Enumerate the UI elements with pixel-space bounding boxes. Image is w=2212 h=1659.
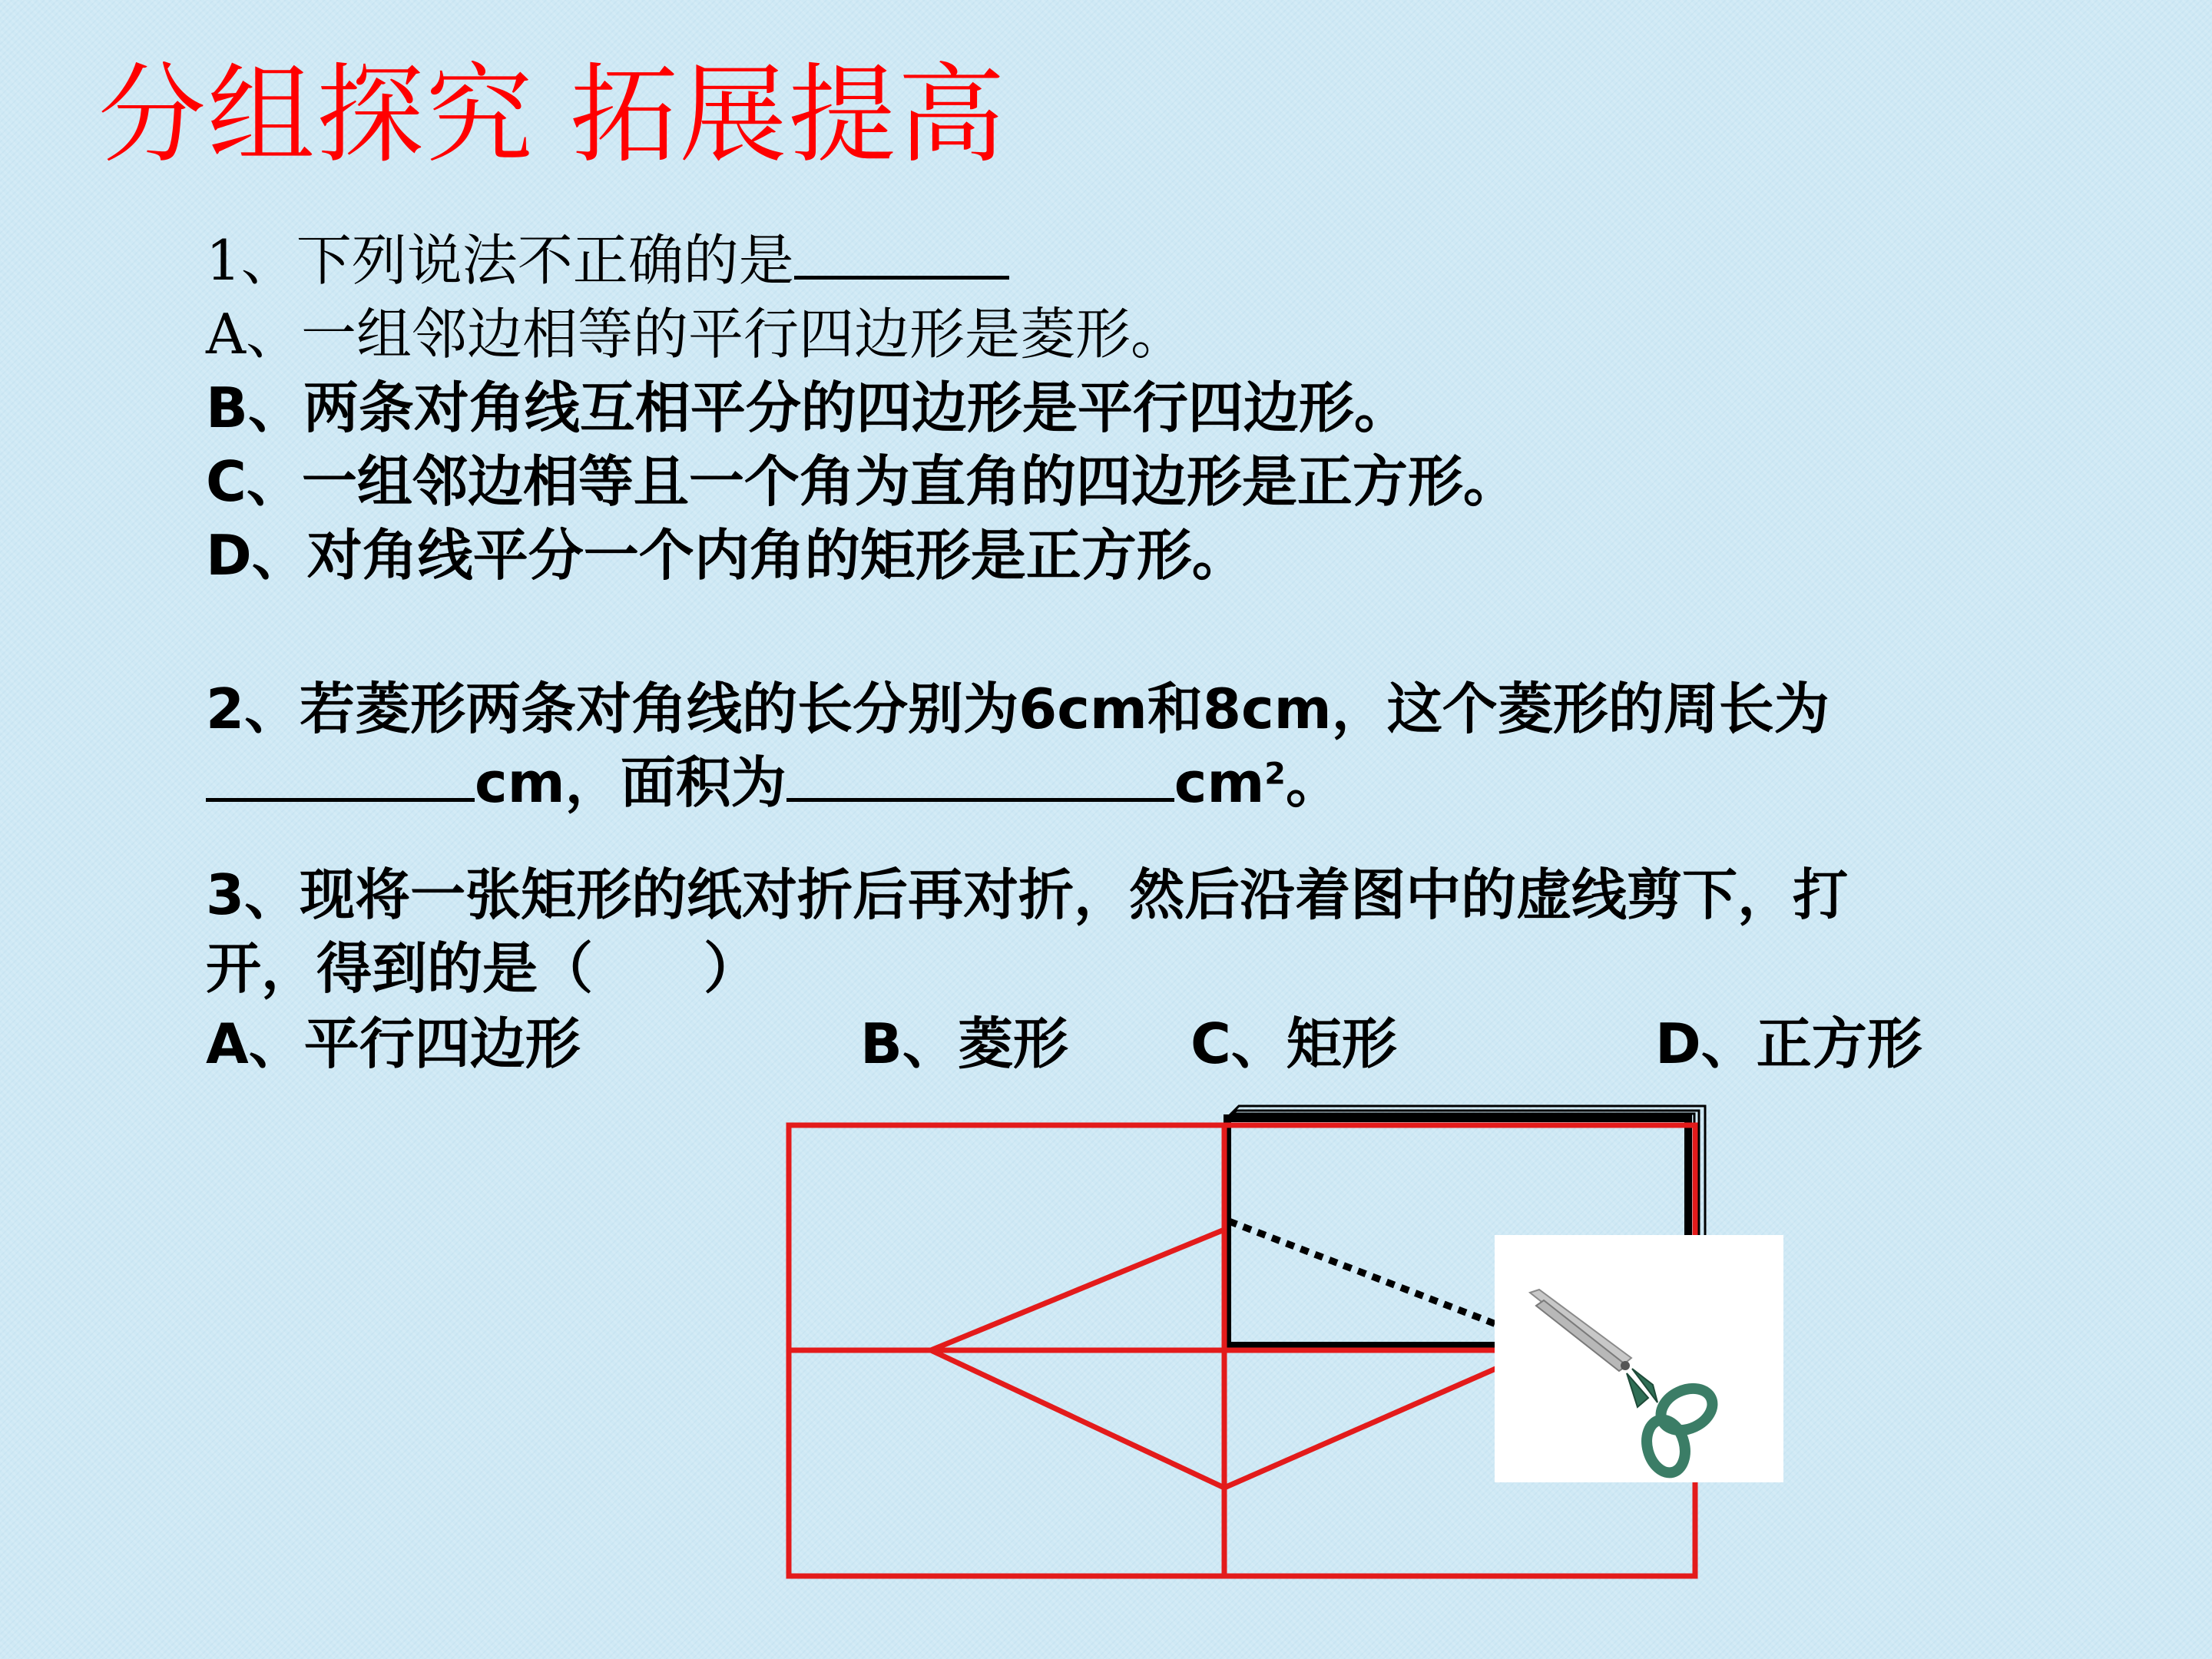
q1-option-d: D、对角线平分一个内角的矩形是正方形。 bbox=[206, 523, 1247, 588]
q3-option-a: A、平行四边形 bbox=[206, 1012, 581, 1076]
scissors-icon bbox=[1495, 1235, 1783, 1482]
page-title: 分组探究 拓展提高 bbox=[98, 53, 1007, 178]
q1-option-b: B、两条对角线互相平分的四边形是平行四边形。 bbox=[206, 376, 1409, 440]
q3-stem-line2: 开，得到的是（ ） bbox=[206, 936, 760, 1001]
q3-option-b: B、菱形 bbox=[860, 1012, 1068, 1076]
q1-stem: 1、下列说法不正确的是 bbox=[206, 227, 1009, 293]
q1-option-a: A、一组邻边相等的平行四边形是菱形。 bbox=[206, 302, 1186, 366]
q3-option-c: C、矩形 bbox=[1190, 1012, 1397, 1076]
q3-stem-line1: 3、现将一张矩形的纸对折后再对折，然后沿着图中的虚线剪下，打 bbox=[206, 863, 1849, 927]
q2-line2: cm，面积为 $cm^2$。 bbox=[206, 750, 1341, 816]
q1-option-c: C、一组邻边相等且一个角为直角的四边形是正方形。 bbox=[206, 449, 1518, 514]
q3-option-d: D、正方形 bbox=[1655, 1012, 1922, 1076]
q2-stem: 2、若菱形两条对角线的长分别为6cm和8cm，这个菱形的周长为 bbox=[206, 677, 1830, 741]
